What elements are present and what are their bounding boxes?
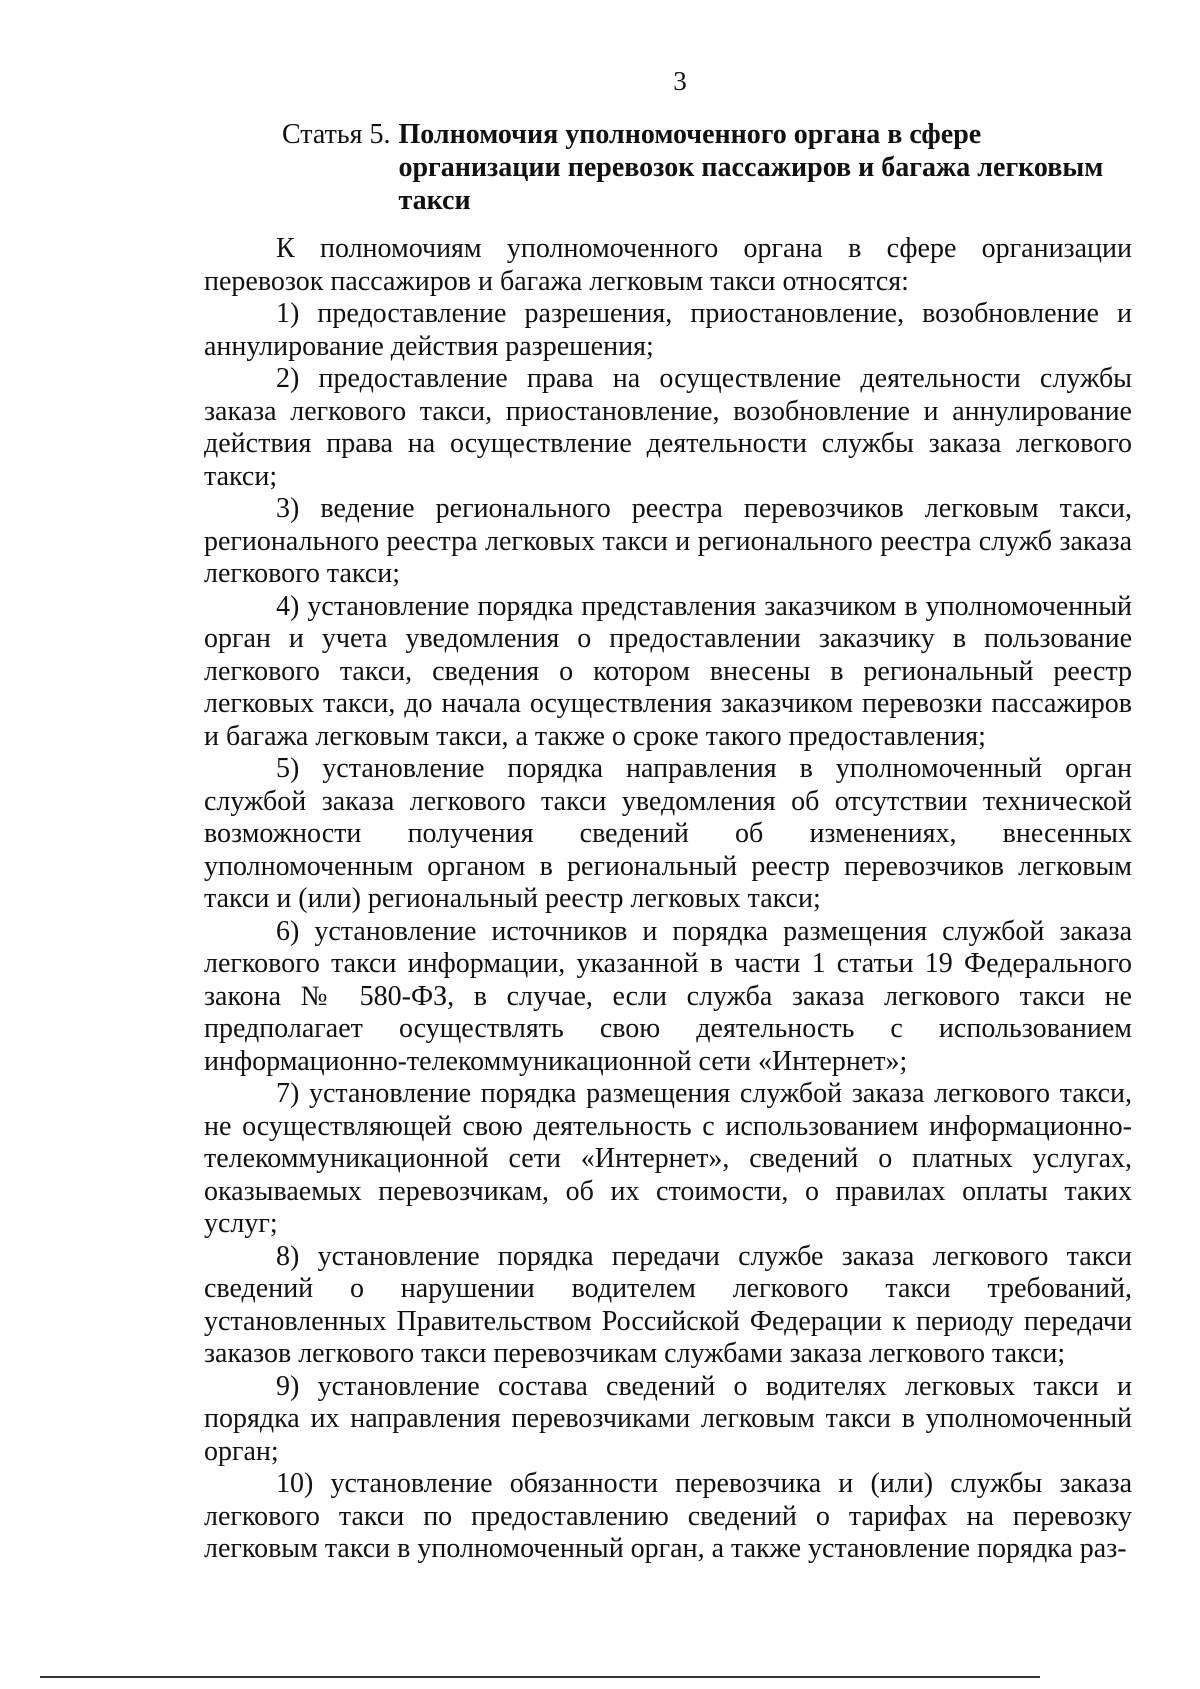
page-number: 3 bbox=[673, 66, 687, 96]
list-item-1: 1) предоставление разрешения, приостановление, возобновление и аннулирование действия разрешения; bbox=[204, 298, 1132, 362]
list-item-7: 7) установление порядка размещения службой заказа легкового такси, не осуществляющей свою деятельность с использованием информационно-телекоммуникационной сети «Интернет», сведений о платных услугах, оказываемых перевозчикам, об их стоимости, о правилах оплаты таких услуг; bbox=[204, 1078, 1132, 1239]
scan-edge-line bbox=[40, 1676, 1040, 1678]
list-item-4: 4) установление порядка представления заказчиком в уполномоченный орган и учета уведомления о предоставлении заказчику в пользование легкового такси, сведения о котором внесены в региональный реестр легковых такси, до начала осуществления заказчиком перевозки пассажиров и багажа легковым такси, а также о сроке такого предоставления; bbox=[204, 590, 1132, 752]
article-number: Статья 5. bbox=[282, 119, 391, 150]
list-item-3: 3) ведение регионального реестра перевозчиков легковым такси, регионального реестра легковых такси и регионального реестра служб заказа легкового такси; bbox=[204, 493, 1132, 589]
list-item-6: 6) установление источников и порядка размещения службой заказа легкового такси информации, указанной в части 1 статьи 19 Федерального закона № 580-ФЗ, в случае, если служба заказа легкового такси не предполагает осуществлять свою деятельность с использованием информационно-телекоммуникационной сети «Интернет»; bbox=[204, 915, 1132, 1077]
article-body bbox=[204, 233, 1132, 1566]
intro-paragraph: К полномочиям уполномоченного органа в сфере организации перевозок пассажиров и багажа легковым такси относятся: bbox=[204, 233, 1132, 297]
list-item-10: 10) установление обязанности перевозчика и (или) службы заказа легкового такси по предоставлению сведений о тарифах на перевозку легковым такси в уполномоченный орган, а также установление порядка раз- bbox=[204, 1468, 1132, 1564]
list-item-9: 9) установление состава сведений о водителях легковых такси и порядка их направления перевозчиками легковым такси в уполномоченный орган; bbox=[204, 1370, 1132, 1467]
article-title: Полномочия уполномоченного органа в сфере организации перевозок пассажиров и багажа легковым такси bbox=[398, 119, 1104, 216]
list-item-2: 2) предоставление права на осуществление деятельности службы заказа легкового такси, приостановление, возобновление и аннулирование действия права на осуществление деятельности службы заказа легкового такси; bbox=[204, 363, 1132, 492]
article-heading bbox=[282, 118, 1132, 217]
list-item-5: 5) установление порядка направления в уполномоченный орган службой заказа легкового такси уведомления об отсутствии технической возможности получения сведений об изменениях, внесенных уполномоченным органом в региональный реестр перевозчиков легковым такси и (или) региональный реестр легковых такси; bbox=[204, 753, 1132, 914]
list-item-8: 8) установление порядка передачи службе заказа легкового такси сведений о нарушении водителем легкового такси требований, установленных Правительством Российской Федерации к периоду передачи заказов легкового такси перевозчикам службами заказа легкового такси; bbox=[204, 1240, 1132, 1369]
